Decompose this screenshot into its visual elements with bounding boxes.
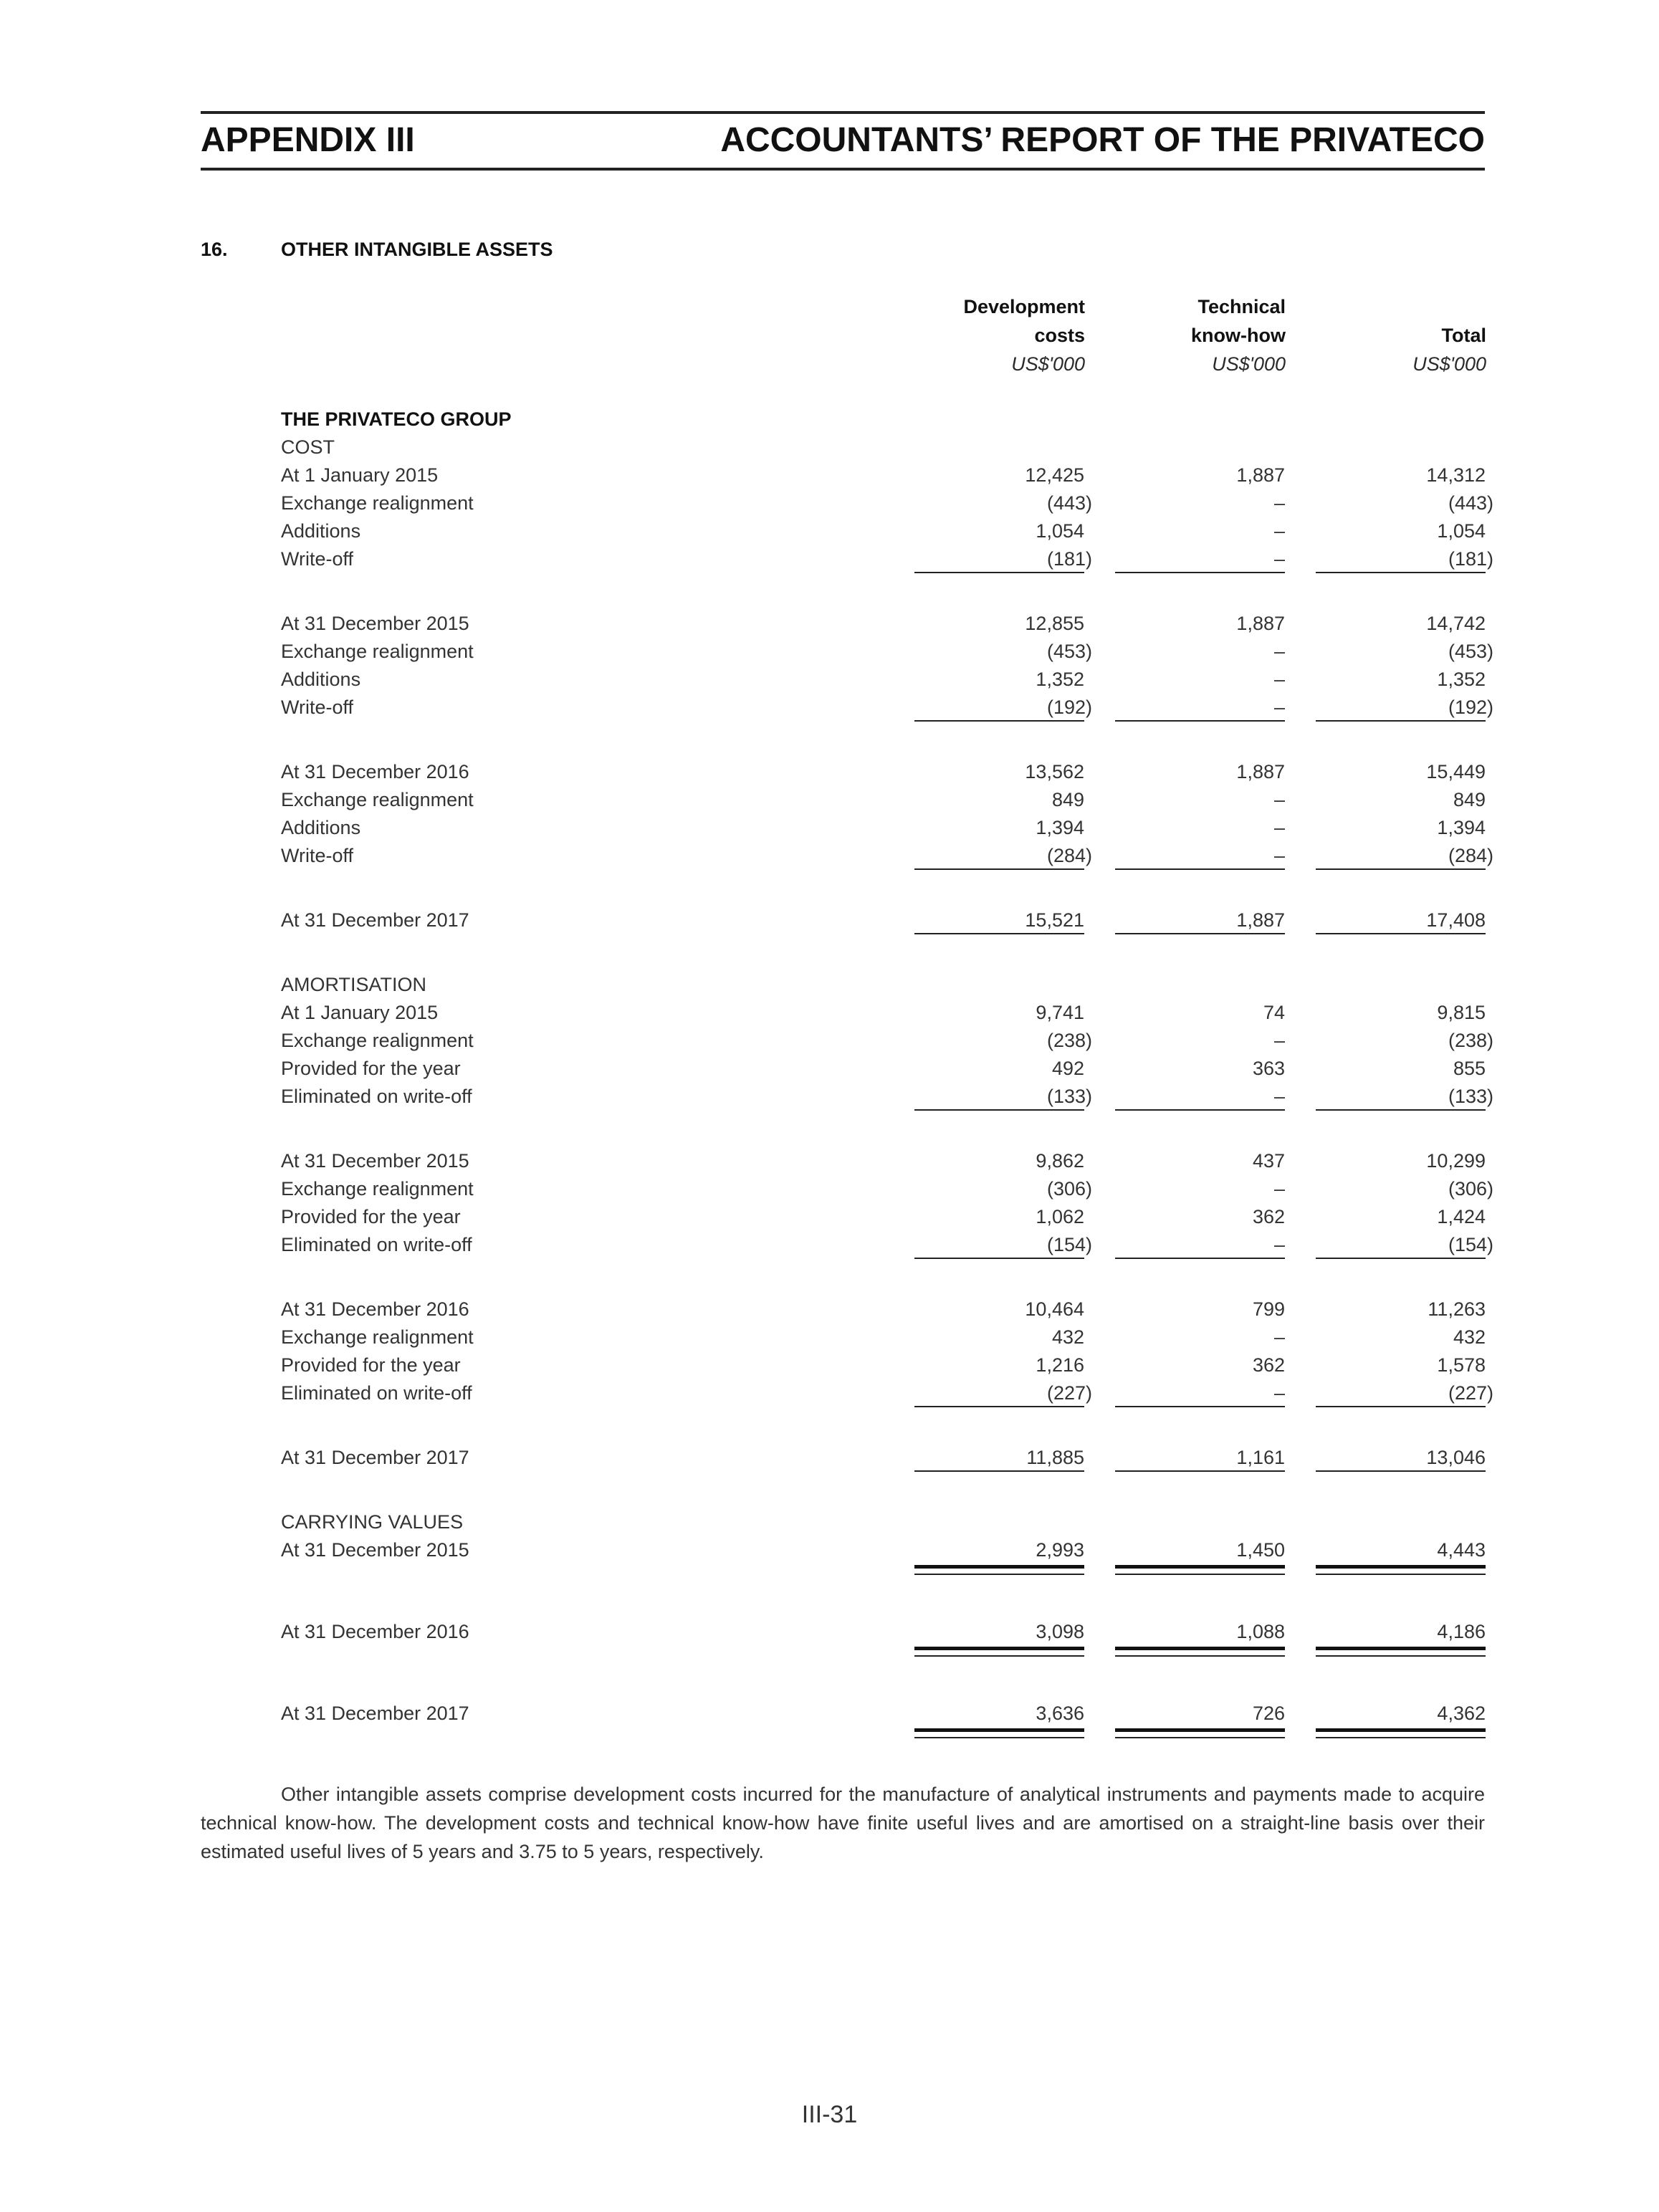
notes-paragraph-text: Other intangible assets comprise development costs incurred for the manufacture of analytical instruments and payments made to acquire technical know-how. The development costs and technical know-how have finite useful lives and are amortised on a straight-line basis over their estimated useful lives of 5 years and 3.75 to 5 years, respectively.: [201, 1784, 1485, 1862]
column-header-total: [1286, 292, 1486, 378]
subtotal-rule: [1115, 1258, 1285, 1259]
row-label: Exchange realignment: [281, 641, 474, 662]
total-double-rule: [1115, 1574, 1285, 1575]
row-label: Provided for the year: [281, 1354, 461, 1376]
table-cell: (133): [1448, 1086, 1493, 1107]
subtotal-rule: [1115, 720, 1285, 722]
column-header-development-costs: [884, 292, 1085, 378]
page-number: III-31: [801, 2101, 858, 2128]
table-cell: 13,562: [1025, 761, 1084, 782]
subtotal-rule: [1316, 1109, 1486, 1111]
table-cell: 4,186: [1437, 1621, 1486, 1642]
table-cell: –: [1273, 520, 1285, 542]
subtotal-rule: [914, 1470, 1084, 1472]
table-cell: 1,394: [1437, 817, 1486, 838]
subtotal-rule: [1316, 868, 1486, 870]
column-header-line1: Development: [963, 296, 1085, 317]
row-label: Exchange realignment: [281, 492, 474, 514]
row-label: At 31 December 2017: [281, 1703, 469, 1724]
subtotal-rule: [1115, 933, 1285, 934]
row-label: Exchange realignment: [281, 789, 474, 810]
row-label: Exchange realignment: [281, 1030, 474, 1051]
table-cell: –: [1273, 1086, 1285, 1107]
subtotal-rule: [914, 1109, 1084, 1111]
header-top-rule: [201, 111, 1485, 114]
total-double-rule: [1316, 1647, 1486, 1650]
total-double-rule: [1115, 1565, 1285, 1569]
table-cell: (154): [1046, 1234, 1092, 1255]
table-cell: (453): [1046, 641, 1092, 662]
table-cell: 1,062: [1036, 1206, 1084, 1227]
subtotal-rule: [1115, 868, 1285, 870]
table-cell: 849: [1453, 789, 1486, 810]
total-double-rule: [1115, 1655, 1285, 1657]
column-header-line2: know-how: [1191, 325, 1286, 346]
table-cell: –: [1273, 1178, 1285, 1200]
table-cell: 1,887: [1236, 761, 1285, 782]
table-cell: 492: [1051, 1058, 1084, 1079]
table-cell: –: [1273, 696, 1285, 718]
table-cell: –: [1273, 1030, 1285, 1051]
row-label: At 31 December 2015: [281, 613, 469, 634]
row-label: Additions: [281, 669, 361, 690]
table-cell: (284): [1448, 845, 1493, 866]
row-label: At 31 December 2017: [281, 1447, 469, 1468]
row-label: At 31 December 2015: [281, 1150, 469, 1172]
table-cell: (192): [1046, 696, 1092, 718]
table-cell: 799: [1252, 1298, 1285, 1320]
table-cell: 1,887: [1236, 613, 1285, 634]
subtotal-rule: [914, 1258, 1084, 1259]
subtotal-rule: [914, 933, 1084, 934]
table-cell: (133): [1046, 1086, 1092, 1107]
table-cell: 3,098: [1036, 1621, 1084, 1642]
table-cell: 15,449: [1426, 761, 1486, 782]
table-cell: –: [1273, 1234, 1285, 1255]
table-cell: 11,885: [1026, 1447, 1084, 1468]
total-double-rule: [914, 1647, 1084, 1650]
table-cell: 1,161: [1236, 1447, 1285, 1468]
table-cell: 1,424: [1437, 1206, 1486, 1227]
table-cell: 9,815: [1437, 1002, 1486, 1023]
table-cell: 1,216: [1036, 1354, 1084, 1376]
table-cell: 363: [1252, 1058, 1285, 1079]
table-cell: (443): [1448, 492, 1493, 514]
table-cell: 10,299: [1426, 1150, 1486, 1172]
subtotal-rule: [914, 868, 1084, 870]
subtotal-rule: [1115, 1470, 1285, 1472]
total-double-rule: [914, 1574, 1084, 1575]
table-cell: –: [1273, 492, 1285, 514]
row-label: Additions: [281, 520, 361, 542]
total-double-rule: [1115, 1728, 1285, 1732]
subtotal-rule: [1316, 1258, 1486, 1259]
row-label: THE PRIVATECO GROUP: [281, 408, 512, 430]
table-cell: 74: [1263, 1002, 1285, 1023]
table-cell: (192): [1448, 696, 1493, 718]
header-report-title: ACCOUNTANTS’ REPORT OF THE PRIVATECO: [720, 121, 1485, 159]
row-label: At 31 December 2016: [281, 1298, 469, 1320]
table-cell: (306): [1448, 1178, 1493, 1200]
table-cell: (238): [1448, 1030, 1493, 1051]
table-cell: 849: [1051, 789, 1084, 810]
table-cell: (306): [1046, 1178, 1092, 1200]
row-label: COST: [281, 436, 335, 458]
table-cell: (284): [1046, 845, 1092, 866]
section-title: OTHER INTANGIBLE ASSETS: [281, 239, 553, 260]
total-double-rule: [1115, 1647, 1285, 1650]
table-cell: (181): [1046, 548, 1092, 570]
table-cell: –: [1273, 845, 1285, 866]
table-cell: 855: [1453, 1058, 1486, 1079]
total-double-rule: [1316, 1574, 1486, 1575]
table-cell: 362: [1252, 1206, 1285, 1227]
table-cell: –: [1273, 669, 1285, 690]
column-header-line1: [1286, 292, 1486, 321]
total-double-rule: [914, 1737, 1084, 1738]
table-cell: 12,425: [1025, 464, 1084, 486]
table-cell: –: [1273, 789, 1285, 810]
table-cell: 1,352: [1437, 669, 1486, 690]
table-cell: 4,362: [1437, 1703, 1486, 1724]
total-double-rule: [914, 1565, 1084, 1569]
table-cell: (238): [1046, 1030, 1092, 1051]
table-cell: 10,464: [1025, 1298, 1084, 1320]
column-header-line2: Total: [1441, 325, 1486, 346]
subtotal-rule: [1316, 933, 1486, 934]
table-cell: 1,054: [1437, 520, 1486, 542]
column-header-unit: US$'000: [1412, 353, 1486, 375]
subtotal-rule: [914, 572, 1084, 573]
table-cell: 12,855: [1025, 613, 1084, 634]
subtotal-rule: [914, 720, 1084, 722]
row-label: At 31 December 2016: [281, 761, 469, 782]
subtotal-rule: [1316, 720, 1486, 722]
table-cell: 14,312: [1426, 464, 1486, 486]
table-cell: 437: [1252, 1150, 1285, 1172]
table-cell: (443): [1046, 492, 1092, 514]
section-number: 16.: [201, 239, 228, 260]
row-label: Exchange realignment: [281, 1178, 474, 1200]
table-cell: 15,521: [1025, 909, 1084, 931]
total-double-rule: [914, 1655, 1084, 1657]
subtotal-rule: [1115, 1406, 1285, 1407]
table-cell: –: [1273, 817, 1285, 838]
table-cell: 11,263: [1428, 1298, 1486, 1320]
column-header-unit: US$'000: [1011, 353, 1085, 375]
column-header-unit: US$'000: [1212, 353, 1286, 375]
table-cell: 4,443: [1437, 1539, 1486, 1561]
table-cell: –: [1273, 1326, 1285, 1348]
row-label: At 31 December 2016: [281, 1621, 469, 1642]
subtotal-rule: [1115, 572, 1285, 573]
row-label: Write-off: [281, 845, 354, 866]
row-label: Exchange realignment: [281, 1326, 474, 1348]
table-cell: (227): [1448, 1382, 1493, 1404]
table-cell: 1,352: [1036, 669, 1084, 690]
table-cell: –: [1273, 1382, 1285, 1404]
row-label: Write-off: [281, 696, 354, 718]
header-appendix: APPENDIX III: [201, 121, 415, 159]
row-label: Eliminated on write-off: [281, 1086, 472, 1107]
total-double-rule: [1115, 1737, 1285, 1738]
table-cell: 2,993: [1036, 1539, 1084, 1561]
column-header-technical-know-how: [1085, 292, 1286, 378]
row-label: Eliminated on write-off: [281, 1382, 472, 1404]
table-cell: 362: [1252, 1354, 1285, 1376]
subtotal-rule: [1115, 1109, 1285, 1111]
total-double-rule: [914, 1728, 1084, 1732]
table-cell: 726: [1252, 1703, 1285, 1724]
column-header-line1: Technical: [1197, 296, 1286, 317]
total-double-rule: [1316, 1728, 1486, 1732]
table-cell: 14,742: [1426, 613, 1486, 634]
row-label: At 31 December 2015: [281, 1539, 469, 1561]
table-cell: (181): [1448, 548, 1493, 570]
table-cell: –: [1273, 641, 1285, 662]
table-cell: 432: [1453, 1326, 1486, 1348]
table-cell: 17,408: [1426, 909, 1486, 931]
row-label: Write-off: [281, 548, 354, 570]
total-double-rule: [1316, 1737, 1486, 1738]
row-label: AMORTISATION: [281, 974, 427, 995]
total-double-rule: [1316, 1655, 1486, 1657]
table-cell: 9,741: [1036, 1002, 1084, 1023]
table-cell: 1,054: [1036, 520, 1084, 542]
subtotal-rule: [1316, 572, 1486, 573]
header-bottom-rule: [201, 168, 1485, 171]
row-label: At 1 January 2015: [281, 464, 439, 486]
subtotal-rule: [1316, 1470, 1486, 1472]
row-label: At 31 December 2017: [281, 909, 469, 931]
row-label: Eliminated on write-off: [281, 1234, 472, 1255]
subtotal-rule: [1316, 1406, 1486, 1407]
table-cell: (227): [1046, 1382, 1092, 1404]
column-header-line2: costs: [1034, 325, 1085, 346]
table-cell: (453): [1448, 641, 1493, 662]
notes-paragraph: [201, 1780, 1485, 1866]
subtotal-rule: [914, 1406, 1084, 1407]
table-cell: 1,450: [1236, 1539, 1285, 1561]
table-cell: (154): [1448, 1234, 1493, 1255]
table-cell: 3,636: [1036, 1703, 1084, 1724]
table-cell: 432: [1051, 1326, 1084, 1348]
total-double-rule: [1316, 1565, 1486, 1569]
table-cell: 1,887: [1236, 909, 1285, 931]
row-label: Provided for the year: [281, 1206, 461, 1227]
table-cell: 1,578: [1437, 1354, 1486, 1376]
table-cell: 1,088: [1236, 1621, 1285, 1642]
row-label: Additions: [281, 817, 361, 838]
table-cell: 1,887: [1236, 464, 1285, 486]
table-cell: 13,046: [1426, 1447, 1486, 1468]
table-cell: 1,394: [1036, 817, 1084, 838]
table-cell: –: [1273, 548, 1285, 570]
row-label: At 1 January 2015: [281, 1002, 439, 1023]
table-cell: 9,862: [1036, 1150, 1084, 1172]
row-label: CARRYING VALUES: [281, 1511, 464, 1533]
row-label: Provided for the year: [281, 1058, 461, 1079]
